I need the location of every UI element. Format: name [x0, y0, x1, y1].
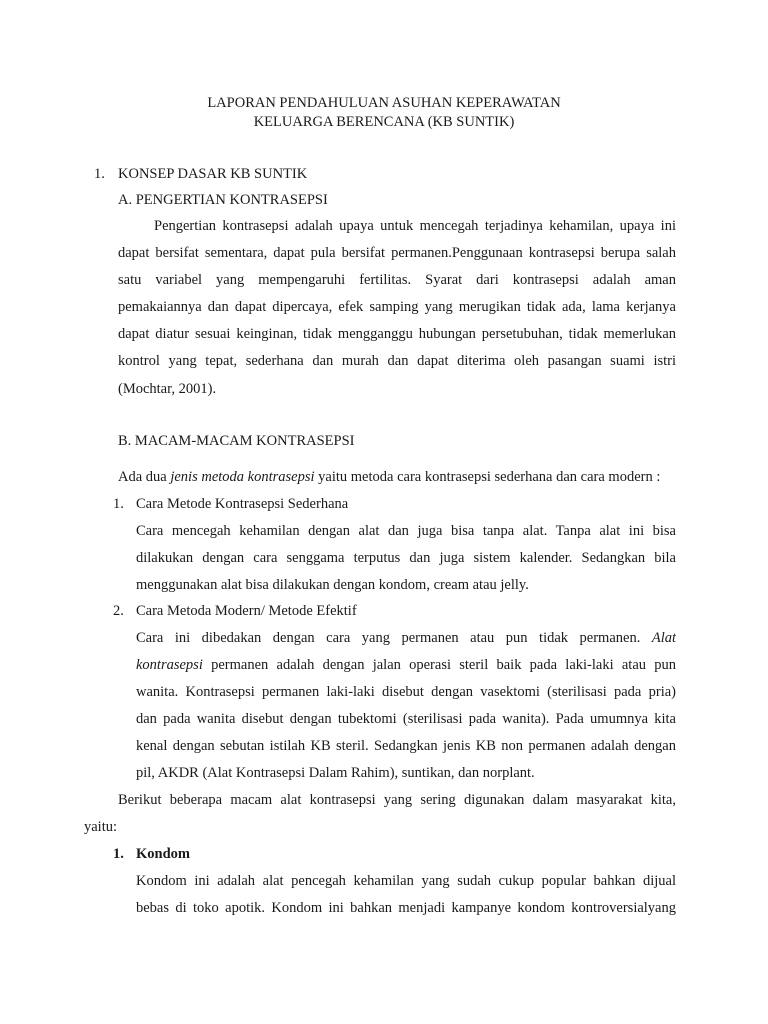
- list-item-1-title: Cara Metode Kontrasepsi Sederhana: [136, 496, 349, 512]
- subsection-b-heading: B. MACAM-MACAM KONTRASEPSI: [118, 433, 355, 449]
- section-1-number: 1.: [94, 166, 105, 182]
- paragraph-line: [136, 656, 676, 674]
- paragraph-line: kontrol yang tepat, sederhana dan murah dan dapat diterima oleh pasangan suami istri: [118, 353, 676, 369]
- paragraph-line: dan pada wanita disebut dengan tubektomi (sterilisasi pada wanita). Pada umumnya kita: [136, 711, 676, 727]
- list-item-2-title: Cara Metoda Modern/ Metode Efektif: [136, 603, 357, 619]
- kondom-number: 1.: [113, 846, 124, 862]
- paragraph-line: dilakukan dengan cara senggama terputus dan juga sistem kalender. Sedangkan bila: [136, 550, 676, 566]
- paragraph-line: dapat diatur sesuai keinginan, tidak mengganggu hubungan persetubuhan, tidak memerlukan: [118, 326, 676, 342]
- intro-text-emphasis: jenis metoda kontrasepsi: [170, 469, 315, 485]
- paragraph-line: satu variabel yang mempengaruhi fertilitas. Syarat dari kontrasepsi adalah aman: [118, 272, 676, 288]
- paragraph-line-last: (Mochtar, 2001).: [118, 381, 217, 397]
- intro-text-pre: Ada dua: [118, 469, 171, 485]
- list-item-1-number: 1.: [113, 496, 124, 512]
- paragraph-line: [136, 629, 676, 647]
- kondom-heading: Kondom: [136, 846, 190, 862]
- text-emphasis: Alat: [651, 630, 676, 646]
- list-item-2-number: 2.: [113, 603, 124, 619]
- paragraph-line: Pengertian kontrasepsi adalah upaya untuk mencegah terjadinya kehamilan, upaya ini: [154, 218, 676, 234]
- paragraph-line: dapat bersifat sementara, dapat pula bersifat permanen.Penggunaan kontrasepsi berupa salah: [118, 245, 676, 261]
- subsection-b-intro: [118, 468, 660, 486]
- paragraph-line: bebas di toko apotik. Kondom ini bahkan menjadi kampanye kondom kontroversialyang: [136, 900, 676, 916]
- paragraph-line: Berikut beberapa macam alat kontrasepsi yang sering digunakan dalam masyarakat kita,: [118, 792, 676, 808]
- section-1-heading: KONSEP DASAR KB SUNTIK: [118, 166, 308, 182]
- paragraph-line: kenal dengan sebutan istilah KB steril. Sedangkan jenis KB non permanen adalah dengan: [136, 738, 676, 754]
- document-title-line-1: LAPORAN PENDAHULUAN ASUHAN KEPERAWATAN: [207, 95, 561, 111]
- text-segment: permanen adalah dengan jalan operasi steril baik pada laki-laki atau pun: [202, 657, 676, 673]
- subsection-a-heading: A. PENGERTIAN KONTRASEPSI: [118, 192, 328, 208]
- paragraph-line-last: menggunakan alat bisa dilakukan dengan kondom, cream atau jelly.: [136, 577, 529, 593]
- document-title-line-2: KELUARGA BERENCANA (KB SUNTIK): [253, 114, 515, 130]
- paragraph-line: Kondom ini adalah alat pencegah kehamilan yang sudah cukup popular bahkan dijual: [136, 873, 676, 889]
- text-segment: Cara ini dibedakan dengan cara yang permanen atau pun tidak permanen.: [136, 630, 641, 646]
- paragraph-line: Cara mencegah kehamilan dengan alat dan juga bisa tanpa alat. Tanpa alat ini bisa: [136, 523, 676, 539]
- paragraph-line-last: pil, AKDR (Alat Kontrasepsi Dalam Rahim), suntikan, dan norplant.: [136, 765, 535, 781]
- paragraph-line-last: yaitu:: [84, 819, 118, 835]
- text-emphasis: kontrasepsi: [136, 657, 203, 673]
- intro-text-post: yaitu metoda cara kontrasepsi sederhana dan cara modern :: [314, 469, 661, 485]
- paragraph-line: wanita. Kontrasepsi permanen laki-laki disebut dengan vasektomi (sterilisasi pada pria): [136, 684, 676, 700]
- paragraph-line: pemakaiannya dan dapat dipercaya, efek samping yang merugikan tidak ada, lama kerjanya: [118, 299, 676, 315]
